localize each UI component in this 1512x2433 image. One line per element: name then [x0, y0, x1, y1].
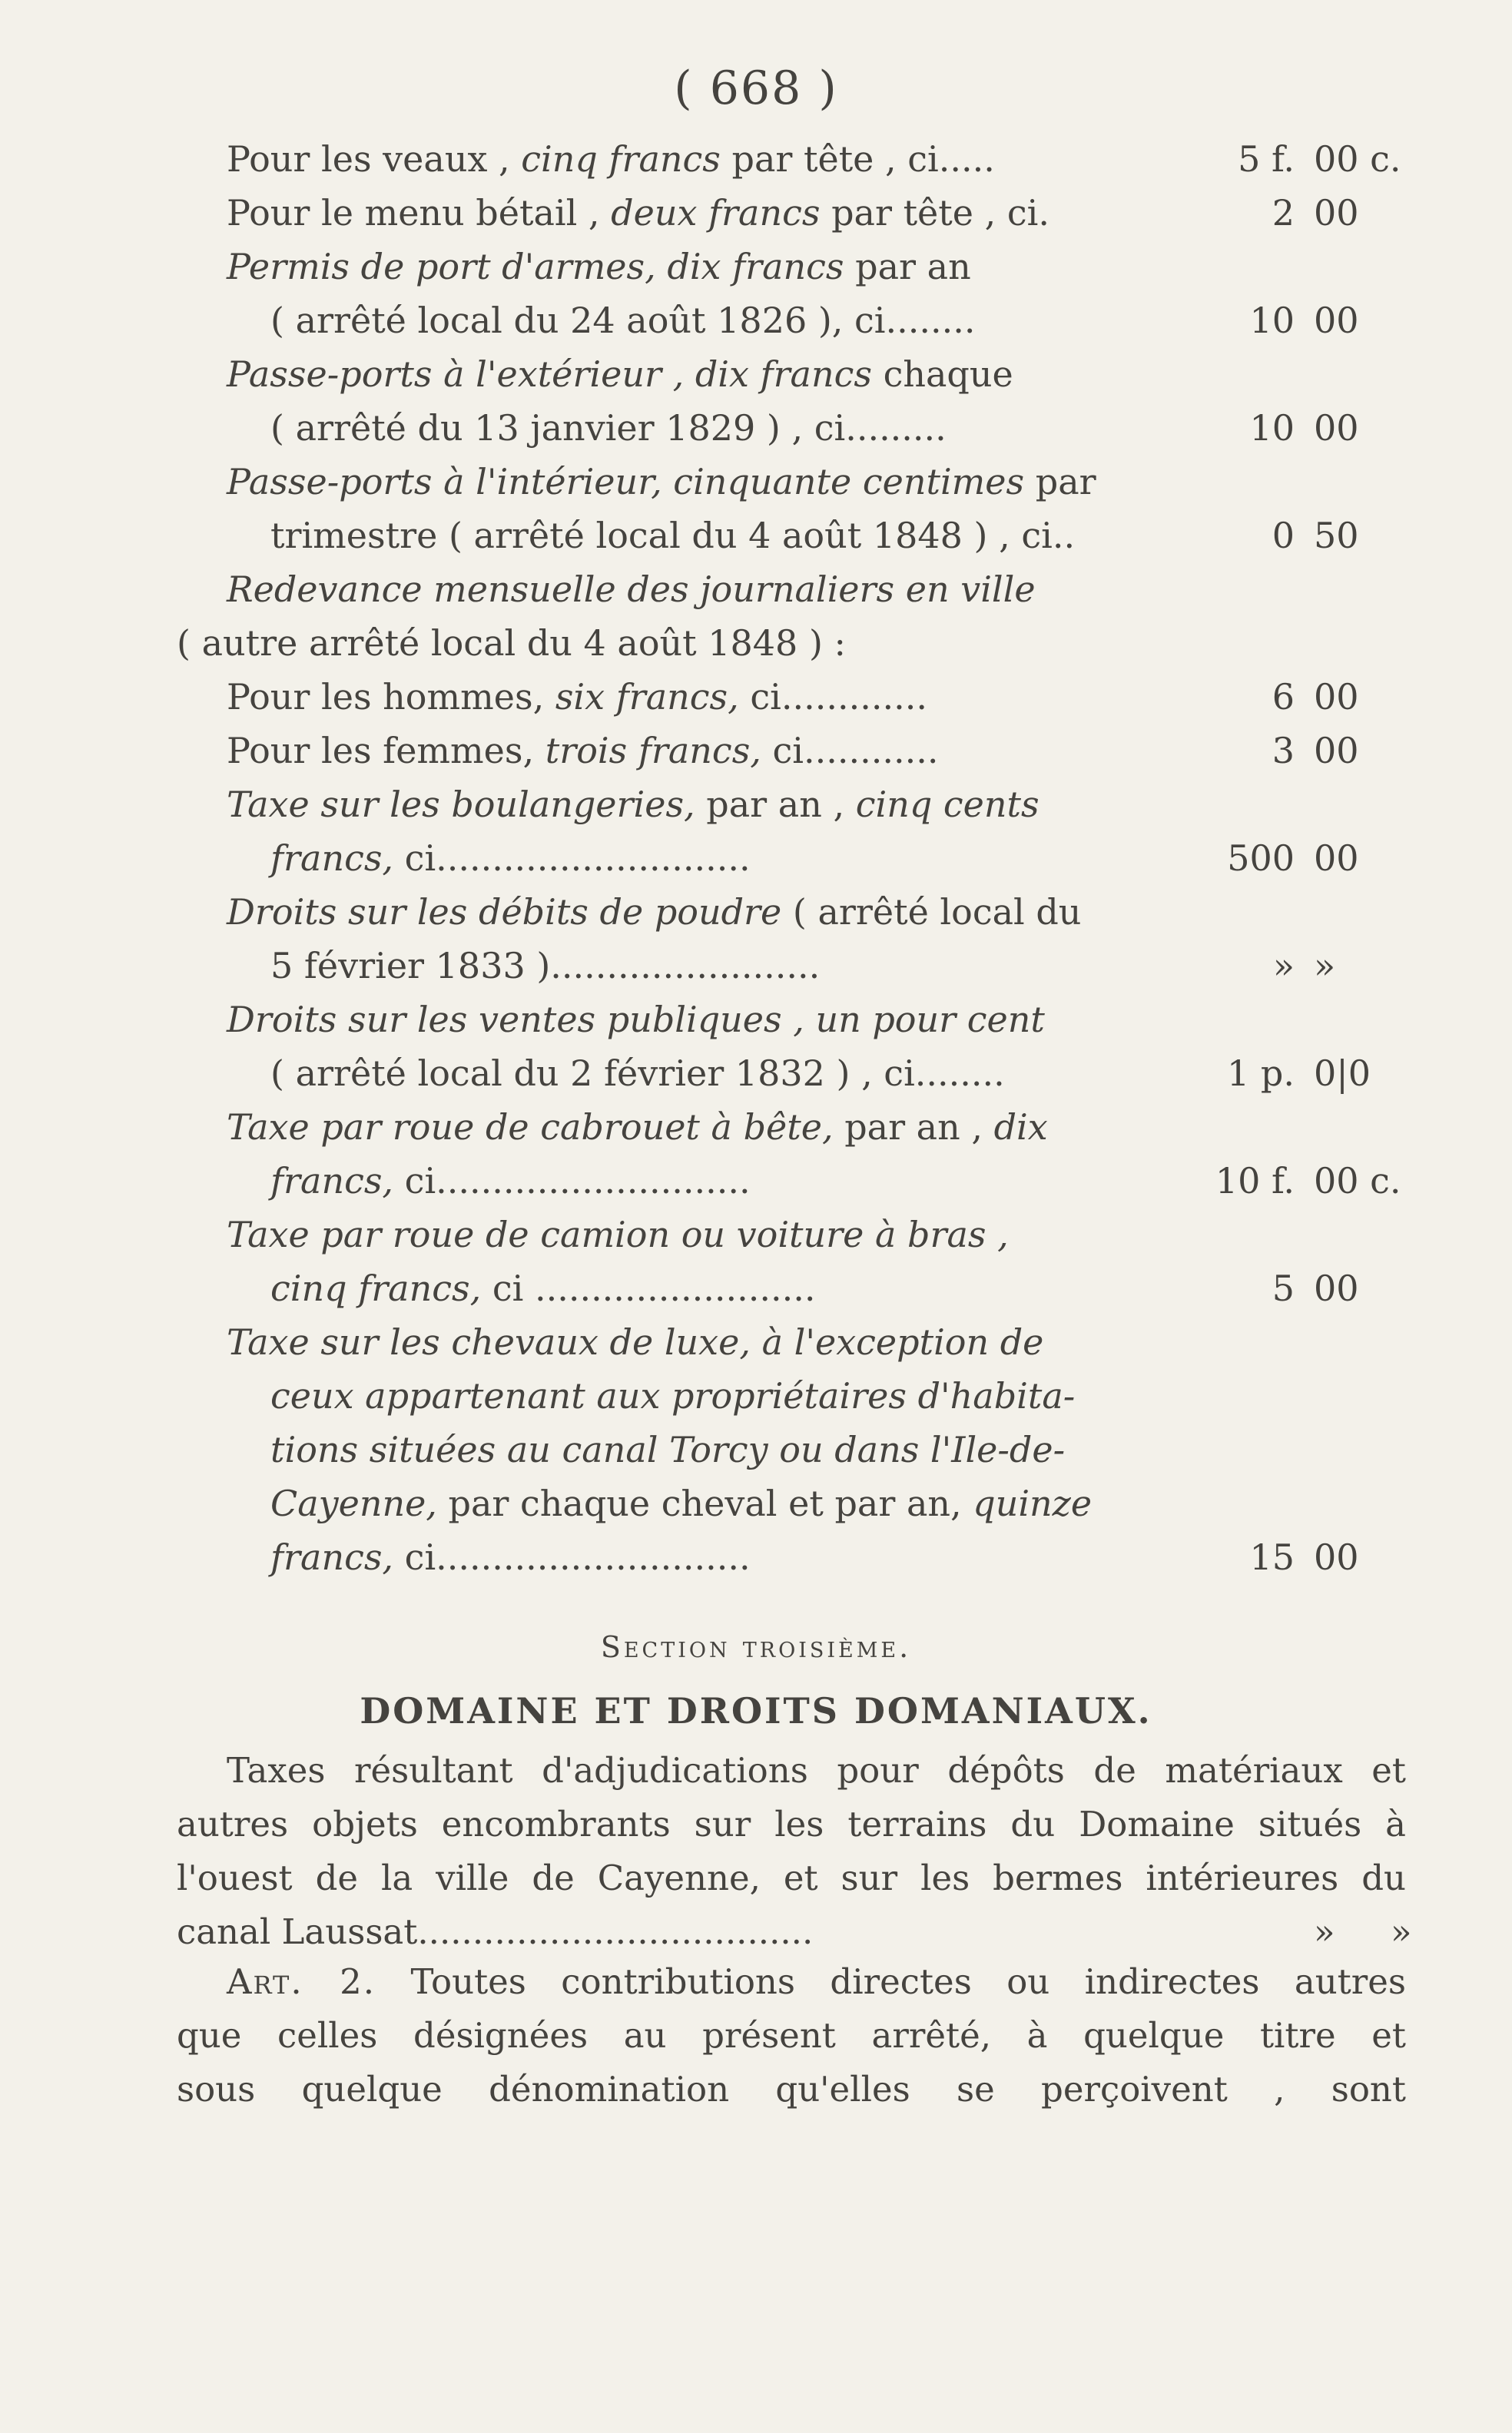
row-label: Droits sur les débits de poudre ( arrêté local du	[227, 891, 1082, 933]
table-row	[177, 401, 1421, 455]
table-row	[177, 132, 1421, 186]
page-number: ( 668 )	[674, 61, 838, 115]
article-label: Art. 2.	[227, 1961, 376, 2002]
table-row	[177, 1261, 1421, 1315]
row-label: Pour les hommes, six francs, ci.............	[227, 676, 927, 718]
table-row	[177, 724, 1421, 777]
row-amount: 1 p. 0|0	[1227, 1052, 1371, 1094]
table-row	[177, 1154, 1421, 1208]
table-row	[177, 1477, 1421, 1530]
row-label: 5 février 1833 )........................	[270, 945, 821, 986]
row-label: francs, ci............................	[270, 837, 751, 879]
row-label: Taxe par roue de cabrouet à bête, par an , dix	[227, 1106, 1048, 1148]
row-label: Permis de port d'armes, dix francs par an	[227, 246, 971, 287]
row-amount: 10 00	[1249, 407, 1359, 449]
table-row	[177, 1530, 1421, 1584]
row-label: Pour les femmes, trois francs, ci............	[227, 730, 939, 771]
paragraph-text: canal Laussat....................................	[177, 1911, 814, 1952]
row-label: Passe-ports à l'intérieur, cinquante centimes par	[227, 461, 1096, 502]
table-row	[177, 1423, 1421, 1477]
table-row	[177, 1046, 1421, 1100]
row-label: Pour le menu bétail , deux francs par tête , ci.	[227, 192, 1049, 234]
row-label: cinq francs, ci .........................	[270, 1268, 816, 1309]
row-label: ceux appartenant aux propriétaires d'habita-	[270, 1375, 1076, 1417]
table-row	[177, 1369, 1421, 1423]
table-row	[177, 777, 1421, 831]
paragraph-line	[177, 1905, 1412, 1959]
paragraph-text: Toutes contributions directes ou indirectes autres	[376, 1961, 1406, 2002]
table-row	[177, 616, 1421, 670]
row-label: tions situées au canal Torcy ou dans l'Ile-de-	[270, 1429, 1066, 1470]
row-label: francs, ci............................	[270, 1160, 751, 1202]
row-amount: » »	[1272, 945, 1336, 986]
row-label: Droits sur les ventes publiques , un pour cent	[227, 999, 1045, 1040]
tarif-table	[177, 132, 1421, 1584]
row-label: Pour les veaux , cinq francs par tête , ci.....	[227, 138, 995, 180]
row-amount: 10 f. 00 c.	[1215, 1160, 1401, 1202]
paragraph-line: que celles désignées au présent arrêté, à quelque titre et	[177, 2015, 1406, 2056]
row-amount: 0 50	[1272, 515, 1359, 556]
table-row	[177, 939, 1421, 993]
table-row	[177, 670, 1421, 724]
table-row	[177, 1208, 1421, 1261]
paragraph-line: l'ouest de la ville de Cayenne, et sur les bermes intérieures du	[177, 1858, 1406, 1898]
row-amount: 5 f. 00 c.	[1238, 138, 1401, 180]
row-amount: 6 00	[1272, 676, 1359, 718]
table-row	[177, 293, 1421, 347]
row-amount: 2 00	[1272, 192, 1359, 234]
table-row	[177, 885, 1421, 939]
paragraph-line: autres objets encombrants sur les terrains du Domaine situés à	[177, 1804, 1406, 1845]
row-label: francs, ci............................	[270, 1536, 751, 1578]
table-row	[177, 347, 1421, 401]
row-label: Taxe par roue de camion ou voiture à bras ,	[227, 1214, 1009, 1255]
article-2	[177, 1955, 1406, 2116]
table-row	[177, 1315, 1421, 1369]
row-label: Redevance mensuelle des journaliers en ville	[227, 568, 1036, 610]
row-label: ( autre arrêté local du 4 août 1848 ) :	[177, 622, 847, 664]
table-row	[177, 509, 1421, 562]
row-amount: 500 00	[1227, 837, 1359, 879]
row-amount: 10 00	[1249, 300, 1359, 341]
paragraph-line: Taxes résultant d'adjudications pour dépôts de matériaux et	[227, 1750, 1406, 1791]
row-label: Cayenne, par chaque cheval et par an, quinze	[270, 1483, 1093, 1524]
amount-f: »	[1314, 1911, 1335, 1952]
row-label: ( arrêté du 13 janvier 1829 ) , ci.........	[270, 407, 947, 449]
table-row	[177, 240, 1421, 293]
section-title: DOMAINE ET DROITS DOMANIAUX.	[360, 1690, 1152, 1732]
row-label: Taxe sur les chevaux de luxe, à l'exception de	[227, 1321, 1044, 1363]
row-label: Taxe sur les boulangeries, par an , cinq cents	[227, 784, 1040, 825]
table-row	[177, 562, 1421, 616]
row-label: ( arrêté local du 2 février 1832 ) , ci........	[270, 1052, 1005, 1094]
section-heading: Section troisième.	[600, 1630, 912, 1664]
paragraph-line	[177, 1955, 1406, 2009]
amount-c: »	[1391, 1911, 1412, 1952]
domaine-paragraph	[177, 1744, 1412, 1959]
row-amount: 15 00	[1249, 1536, 1359, 1578]
table-row	[177, 186, 1421, 240]
table-row	[177, 1100, 1421, 1154]
row-amount: 5 00	[1272, 1268, 1359, 1309]
table-row	[177, 993, 1421, 1046]
row-label: ( arrêté local du 24 août 1826 ), ci........	[270, 300, 976, 341]
table-row	[177, 831, 1421, 885]
row-label: trimestre ( arrêté local du 4 août 1848 ) , ci..	[270, 515, 1076, 556]
row-label: Passe-ports à l'extérieur , dix francs chaque	[227, 353, 1013, 395]
paragraph-line: sous quelque dénomination qu'elles se perçoivent , sont	[177, 2069, 1406, 2110]
row-amount: 3 00	[1272, 730, 1359, 771]
table-row	[177, 455, 1421, 509]
